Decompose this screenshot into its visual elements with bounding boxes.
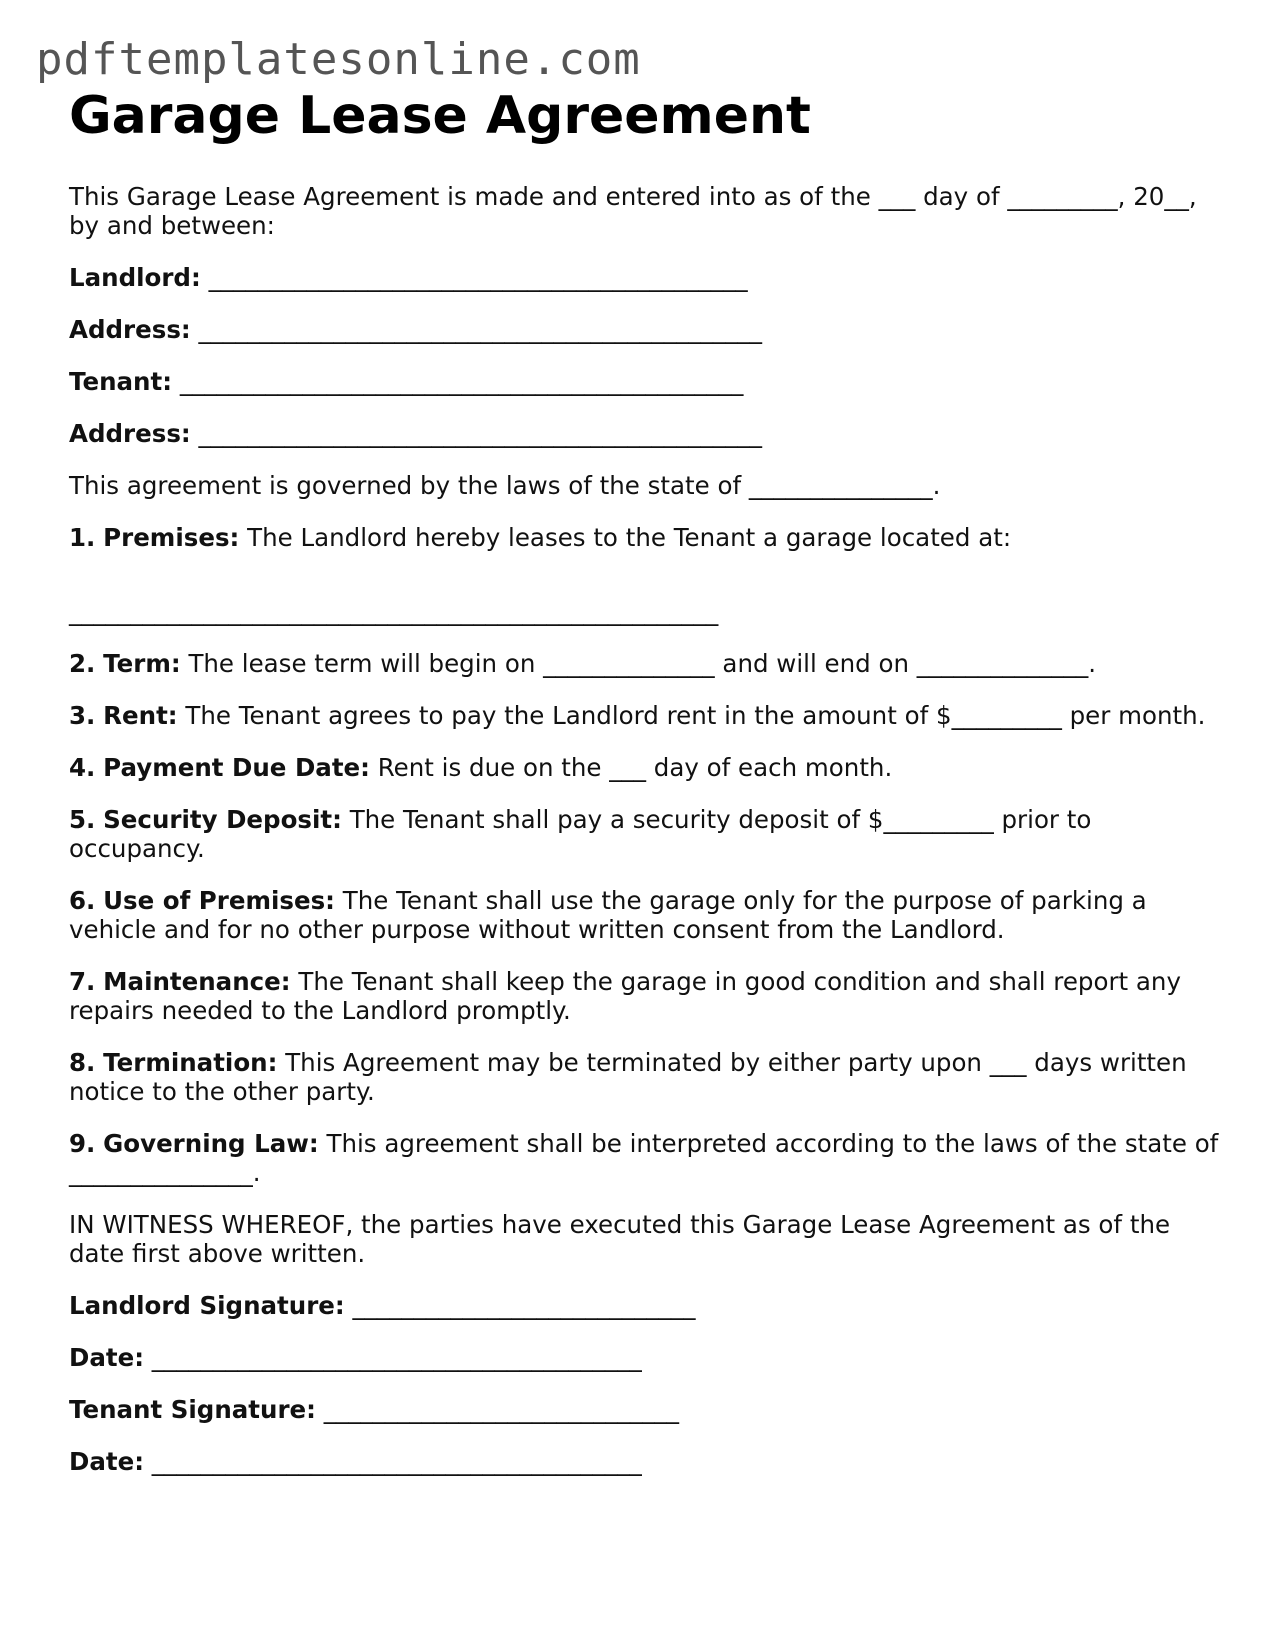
section-number: 3.: [69, 701, 96, 730]
premises-address-blank[interactable]: _____________________________________________________: [69, 597, 719, 626]
section-heading: Security Deposit:: [103, 805, 342, 834]
section-text: The lease term will begin on ______________ and will end on ______________.: [188, 649, 1097, 678]
section-text: The Tenant shall keep the garage in good condition and shall report any repairs needed to the Landlord promptly.: [69, 967, 1181, 1025]
landlord-signature-blank[interactable]: ____________________________: [352, 1291, 696, 1320]
section-use-of-premises: [69, 886, 1219, 944]
tenant-label: Tenant:: [69, 367, 173, 396]
landlord-date-field: [69, 1343, 1219, 1372]
tenant-signature-label: Tenant Signature:: [69, 1395, 316, 1424]
landlord-date-label: Date:: [69, 1343, 144, 1372]
landlord-signature-field: [69, 1291, 1219, 1320]
landlord-blank[interactable]: ____________________________________________: [208, 263, 748, 292]
section-governing-law: [69, 1129, 1219, 1187]
section-heading: Governing Law:: [103, 1129, 319, 1158]
landlord-label: Landlord:: [69, 263, 201, 292]
section-number: 7.: [69, 967, 96, 996]
tenant-address-label: Address:: [69, 419, 191, 448]
section-heading: Term:: [103, 649, 181, 678]
section-term: [69, 649, 1219, 678]
landlord-field: [69, 263, 1219, 292]
section-termination: [69, 1048, 1219, 1106]
section-number: 9.: [69, 1129, 96, 1158]
section-text: This Agreement may be terminated by either party upon ___ days written notice to the other party.: [69, 1048, 1187, 1106]
tenant-signature-blank[interactable]: _____________________________: [323, 1395, 679, 1424]
tenant-field: [69, 367, 1219, 396]
intro-paragraph: This Garage Lease Agreement is made and entered into as of the ___ day of _________, 20__, by and between:: [69, 182, 1197, 240]
section-heading: Use of Premises:: [103, 886, 335, 915]
section-number: 2.: [69, 649, 96, 678]
tenant-address-field: [69, 419, 1219, 448]
section-number: 5.: [69, 805, 96, 834]
document-title: Garage Lease Agreement: [69, 86, 811, 146]
section-text: The Tenant agrees to pay the Landlord rent in the amount of $_________ per month.: [185, 701, 1206, 730]
section-number: 6.: [69, 886, 96, 915]
tenant-signature-field: [69, 1395, 1219, 1424]
section-heading: Maintenance:: [103, 967, 291, 996]
section-payment-due-date: [69, 753, 1219, 782]
section-text: Rent is due on the ___ day of each month.: [377, 753, 893, 782]
tenant-address-blank[interactable]: ______________________________________________: [198, 419, 762, 448]
watermark: pdftemplatesonline.com: [36, 34, 641, 85]
section-rent: [69, 701, 1219, 730]
landlord-address-field: [69, 315, 1219, 344]
tenant-date-field: [69, 1447, 1219, 1476]
tenant-date-blank[interactable]: ________________________________________: [151, 1447, 642, 1476]
tenant-date-label: Date:: [69, 1447, 144, 1476]
landlord-signature-label: Landlord Signature:: [69, 1291, 345, 1320]
landlord-date-blank[interactable]: ________________________________________: [151, 1343, 642, 1372]
governed-by-paragraph: This agreement is governed by the laws of the state of _______________.: [69, 471, 941, 500]
section-heading: Rent:: [103, 701, 178, 730]
section-number: 8.: [69, 1048, 96, 1077]
witness-paragraph: IN WITNESS WHEREOF, the parties have executed this Garage Lease Agreement as of the date first above written.: [69, 1210, 1171, 1268]
section-number: 4.: [69, 753, 96, 782]
landlord-address-label: Address:: [69, 315, 191, 344]
document-body: [69, 182, 1219, 1499]
section-text: The Tenant shall use the garage only for the purpose of parking a vehicle and for no other purpose without written consent from the Landlord.: [69, 886, 1147, 944]
tenant-blank[interactable]: ______________________________________________: [179, 367, 744, 396]
landlord-address-blank[interactable]: ______________________________________________: [198, 315, 762, 344]
section-heading: Payment Due Date:: [103, 753, 370, 782]
section-text: This agreement shall be interpreted according to the laws of the state of _______________.: [69, 1129, 1219, 1187]
section-number: 1.: [69, 523, 96, 552]
section-text: The Landlord hereby leases to the Tenant a garage located at:: [247, 523, 1012, 552]
section-security-deposit: [69, 805, 1219, 863]
section-premises: [69, 523, 1219, 552]
section-heading: Premises:: [103, 523, 240, 552]
section-text: The Tenant shall pay a security deposit of $_________ prior to occupancy.: [69, 805, 1092, 863]
section-heading: Termination:: [103, 1048, 278, 1077]
section-maintenance: [69, 967, 1219, 1025]
